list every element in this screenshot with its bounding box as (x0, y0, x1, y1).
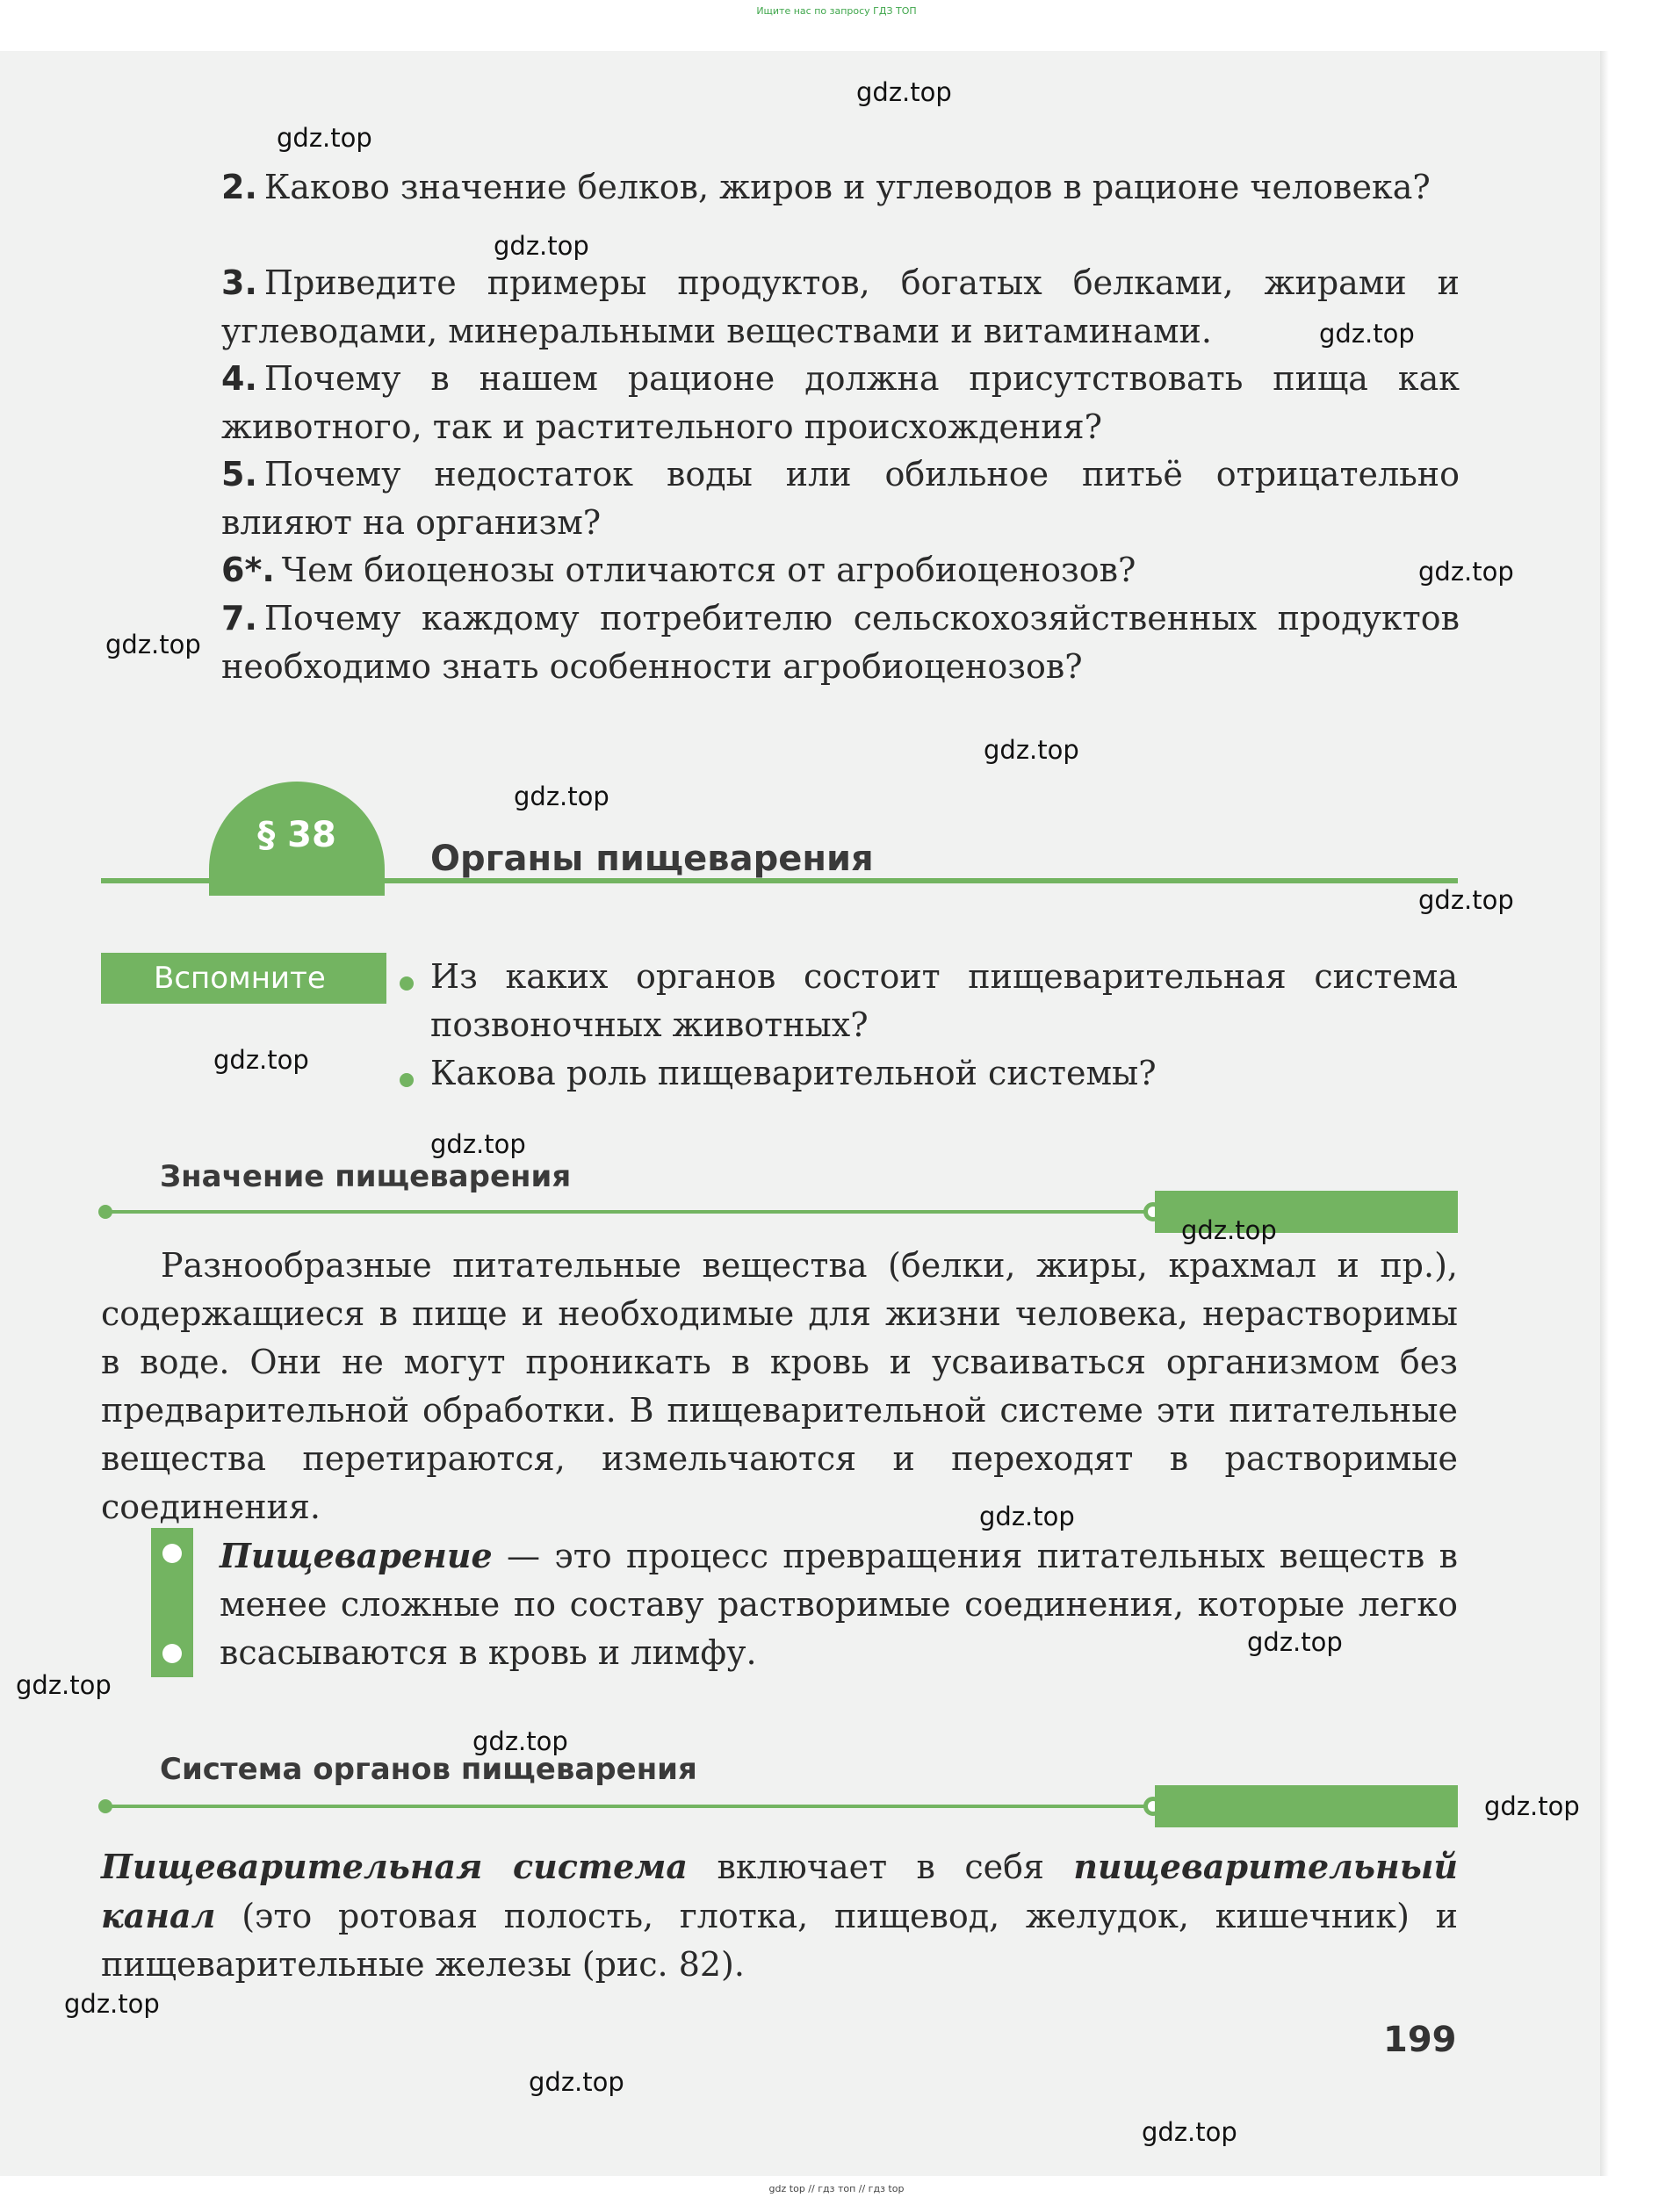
question-number: 3. (221, 263, 257, 302)
remember-item: Какова роль пищеварительной системы? (430, 1054, 1157, 1092)
definition-term: Пищеварение (220, 1536, 493, 1575)
watermark: gdz.top (514, 782, 609, 811)
question-number: 5. (221, 455, 257, 494)
question-item (221, 163, 1460, 212)
definition-dot (162, 1544, 182, 1563)
watermark: gdz.top (1418, 885, 1514, 915)
question-text: Приведите примеры продуктов, богатых белками, жирами и углеводами, минеральными веществами и витаминами. (221, 263, 1460, 350)
bullet-icon (400, 1073, 414, 1087)
paragraph-text (101, 1842, 1458, 1989)
watermark: gdz.top (472, 1726, 568, 1756)
watermark: gdz.top (277, 123, 372, 153)
definition-dot (162, 1644, 182, 1663)
question-item (221, 594, 1460, 691)
question-item (221, 259, 1460, 356)
question-number: 4. (221, 359, 257, 398)
question-text: Почему недостаток воды или обильное питьё отрицательно влияют на организм? (221, 455, 1460, 542)
watermark: gdz.top (984, 735, 1079, 765)
question-text: Почему в нашем рационе должна присутствовать пища как животного, так и растительного происхождения? (221, 359, 1460, 446)
subsection-title: Система органов пищеварения (160, 1752, 697, 1787)
term: пищеварительный канал (101, 1847, 1458, 1935)
watermark: gdz.top (105, 630, 201, 659)
watermark: gdz.top (213, 1045, 309, 1075)
watermark: gdz.top (1247, 1627, 1343, 1657)
paragraph-text: Разнообразные питательные вещества (белки, жиры, крахмал и пр.), содержащиеся в пище и необходимые для жизни человека, нерастворимы в воде. Они не могут проникать в кровь и усваиваться организмом без предварительной обработки. В пищеварительной системе эти питательные вещества перетираются, измельчаются и переходят в растворимые соединения. (101, 1246, 1458, 1526)
watermark: gdz.top (1181, 1215, 1277, 1245)
watermark: gdz.top (1484, 1791, 1580, 1821)
watermark: gdz.top (529, 2067, 624, 2097)
text-fragment: (это ротовая полость, глотка, пищевод, желудок, кишечник) и пищеварительные железы (рис. 82). (101, 1897, 1458, 1984)
watermark: gdz.top (1142, 2117, 1237, 2147)
watermark: gdz.top (1319, 319, 1415, 349)
subsection-line (105, 1210, 1155, 1214)
watermark: gdz.top (430, 1129, 526, 1159)
question-item (221, 546, 1460, 594)
question-text: Чем биоценозы отличаются от агробиоценозов? (281, 551, 1136, 589)
question-item (221, 450, 1460, 547)
question-number: 2. (221, 168, 257, 206)
question-text: Каково значение белков, жиров и углеводов в рационе человека? (263, 168, 1431, 206)
definition-body: — это процесс превращения питательных веществ в менее сложные по составу растворимые соединения, которые легко всасываются в кровь и лимфу. (220, 1537, 1458, 1672)
subsection-bar (1155, 1785, 1458, 1827)
term: Пищеварительная система (101, 1847, 689, 1886)
watermark: gdz.top (979, 1502, 1075, 1531)
bullet-icon (400, 976, 414, 991)
text-fragment: включает в себя (688, 1848, 1074, 1886)
header-note: Ищите нас по запросу ГДЗ ТОП (756, 5, 917, 17)
watermark: gdz.top (64, 1989, 160, 2019)
remember-label: Вспомните (101, 953, 386, 1004)
watermark: gdz.top (494, 231, 589, 261)
footer-note: gdz top // гдз топ // гдз top (768, 2183, 905, 2194)
watermark: gdz.top (16, 1670, 112, 1700)
section-number: § 38 (257, 815, 336, 855)
remember-item: Из каких органов состоит пищеварительная система позвоночных животных? (430, 957, 1458, 1044)
question-text: Почему каждому потребителю сельскохозяйственных продуктов необходимо знать особенности агробиоценозов? (221, 599, 1460, 686)
question-number: 6*. (221, 551, 275, 589)
page-edge (1600, 51, 1609, 2176)
subsection-line (105, 1805, 1155, 1808)
page-number: 199 (1383, 2020, 1457, 2060)
subsection-title: Значение пищеварения (160, 1159, 572, 1194)
watermark: gdz.top (856, 77, 952, 107)
question-item (221, 355, 1460, 451)
question-number: 7. (221, 599, 257, 638)
section-title: Органы пищеварения (430, 839, 874, 879)
watermark: gdz.top (1418, 557, 1514, 587)
